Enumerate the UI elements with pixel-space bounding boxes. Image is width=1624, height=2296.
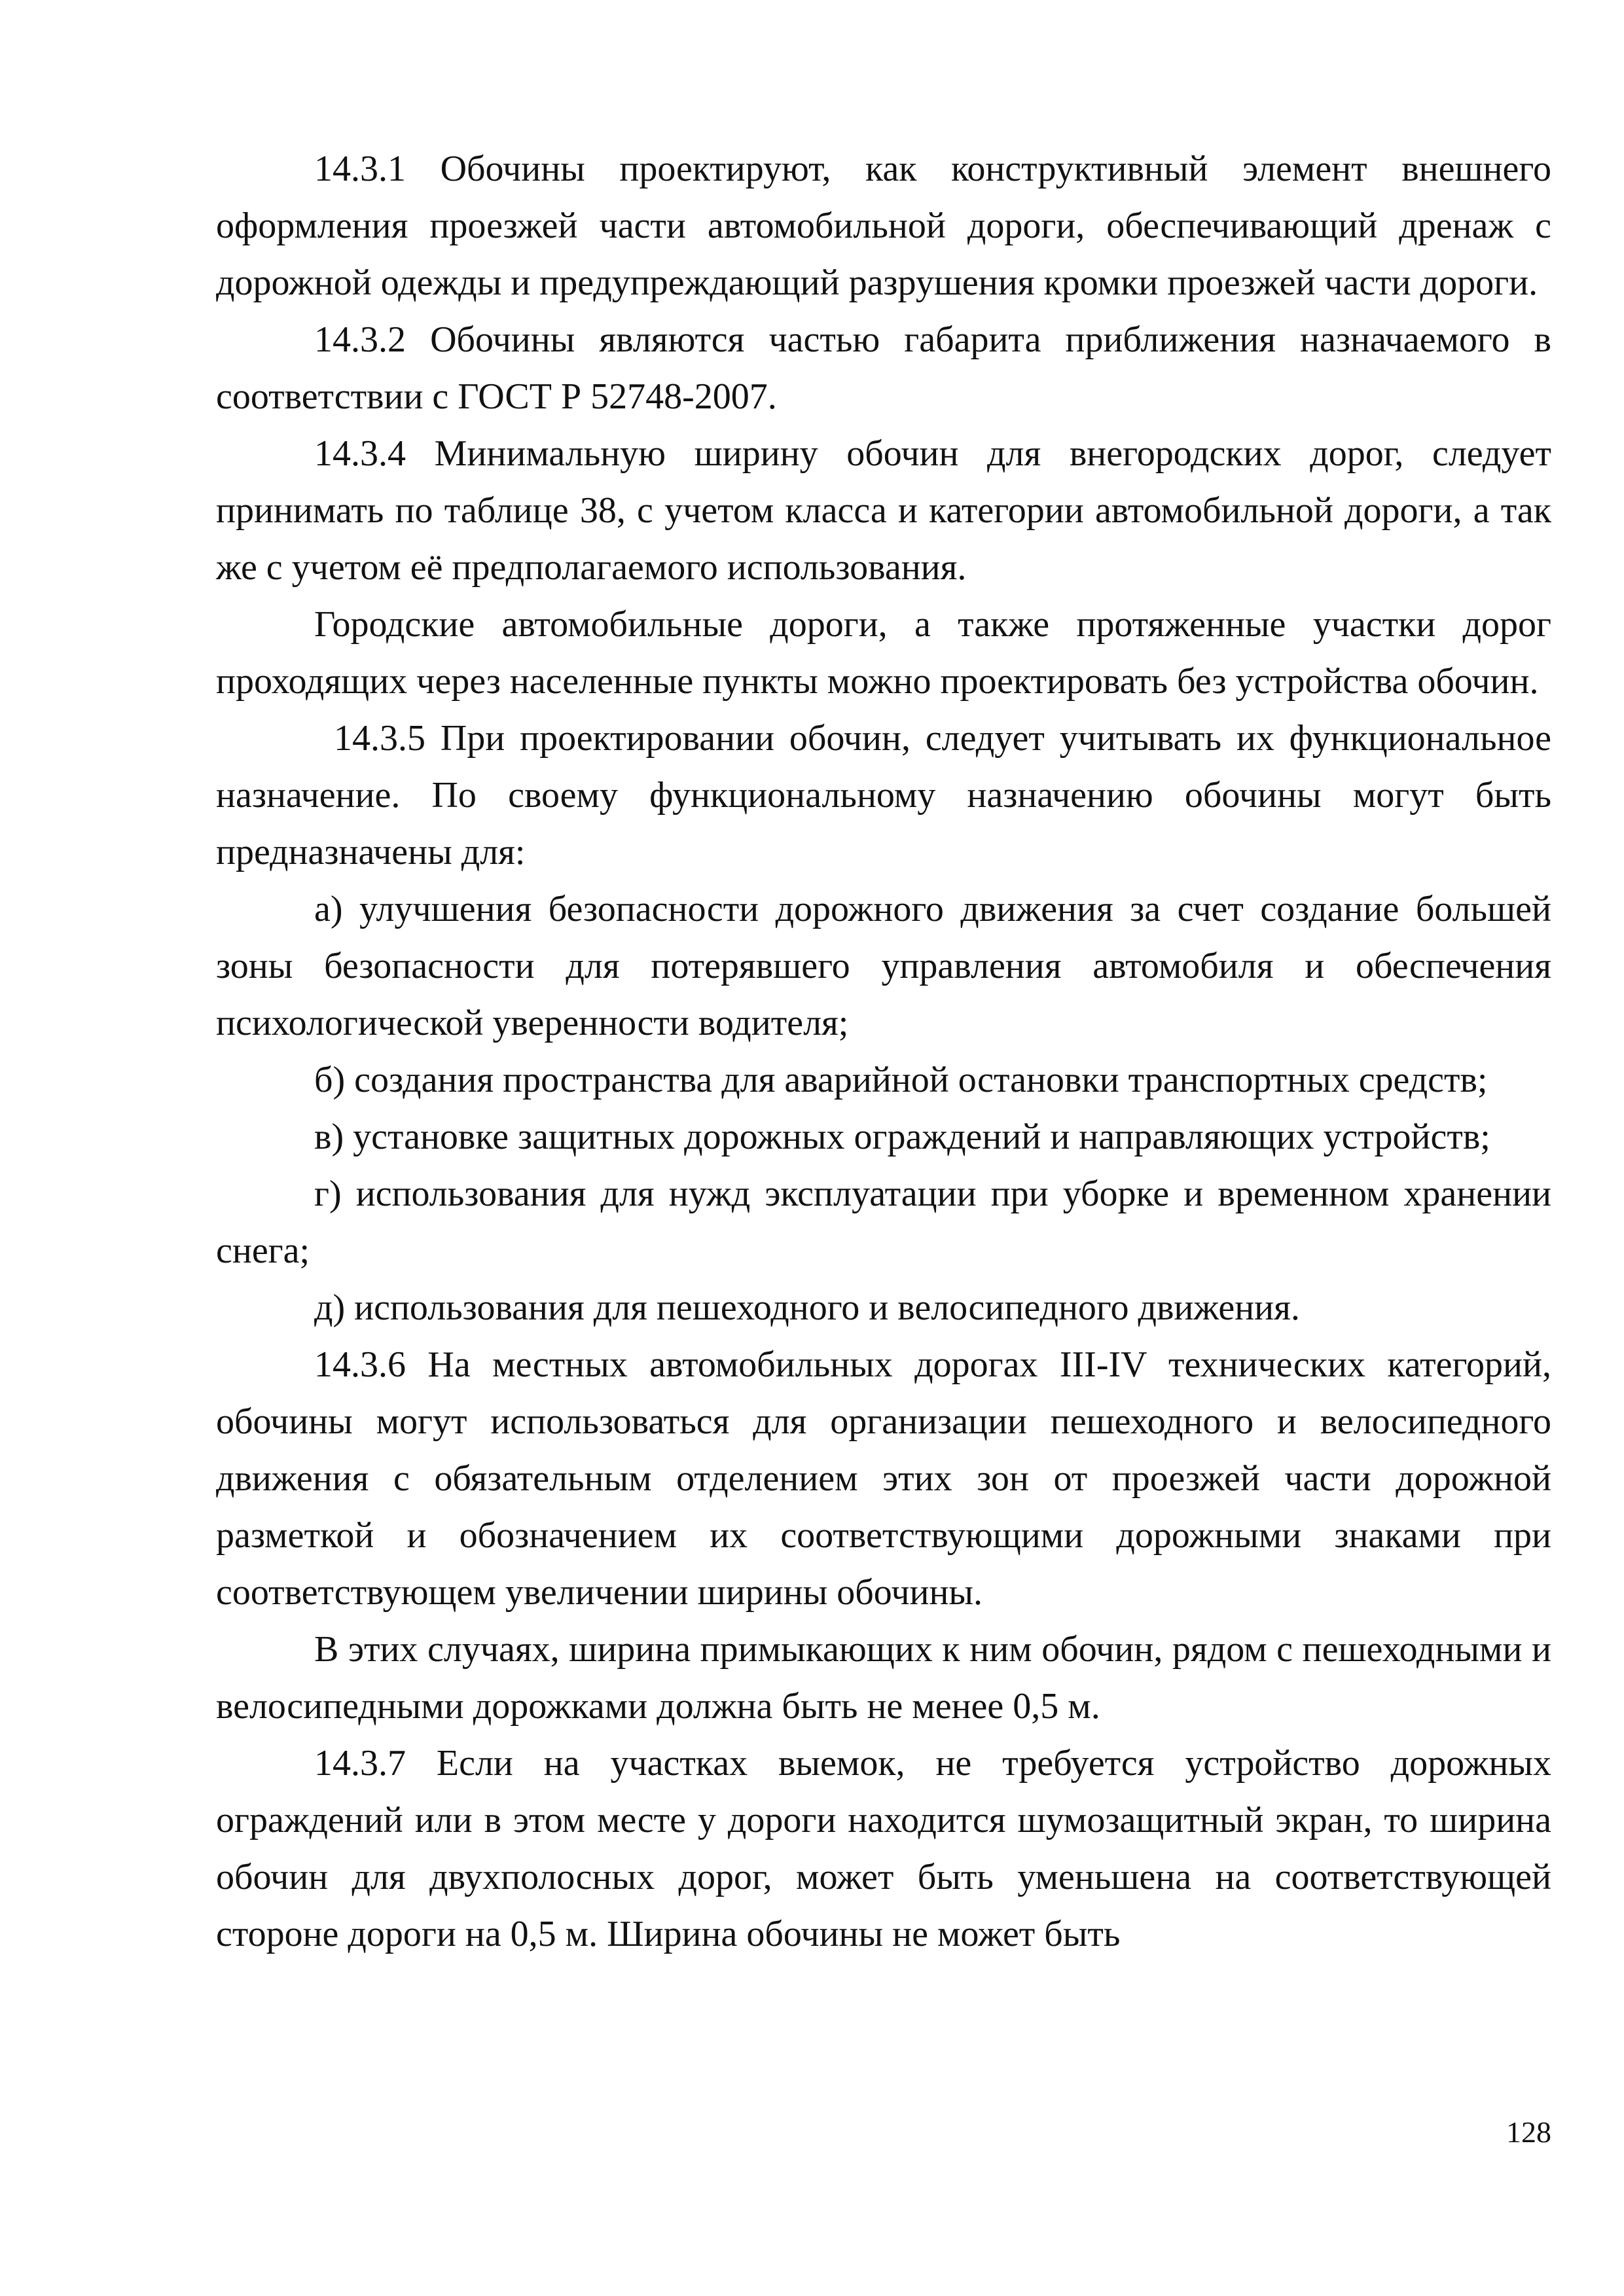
list-item-v: в) установке защитных дорожных ограждений и направляющих устройств; (314, 1117, 1490, 1157)
paragraph-14-3-6: 14.3.6 На местных автомобильных дорогах III-IV технических категорий, обочины могут использоваться для организации пешеходного и велосипедного движения с обязательным отделением этих зон от проезжей части дорожной разметкой и обозначением их соответствующими дорожными знаками при соответствующем увеличении ширины обочины. (216, 1344, 1551, 1613)
paragraph-these-cases: В этих случаях, ширина примыкающих к ним обочин, рядом с пешеходными и велосипедными дорожками должна быть не менее 0,5 м. (216, 1629, 1551, 1727)
paragraph-14-3-7: 14.3.7 Если на участках выемок, не требуется устройство дорожных ограждений или в этом месте у дороги находится шумозащитный экран, то ширина обочин для двухполосных дорог, может быть уменьшена на соответствующей стороне дороги на 0,5 м. Ширина обочины не может быть (216, 1743, 1551, 1954)
list-item-g: г) использования для нужд эксплуатации при уборке и временном хранении снега; (216, 1174, 1551, 1271)
list-item-a: а) улучшения безопасности дорожного движения за счет создание большей зоны безопасности для потерявшего управления автомобиля и обеспечения психологической уверенности водителя; (216, 889, 1551, 1043)
paragraph-14-3-1: 14.3.1 Обочины проектируют, как конструктивный элемент внешнего оформления проезжей части автомобильной дороги, обеспечивающий дренаж с дорожной одежды и предупреждающий разрушения кромки проезжей части дороги. (216, 149, 1551, 303)
page-number: 128 (1506, 2115, 1551, 2149)
paragraph-city-roads: Городские автомобильные дороги, а также протяженные участки дорог проходящих через населенные пункты можно проектировать без устройства обочин. (216, 604, 1551, 702)
paragraph-14-3-5: 14.3.5 При проектировании обочин, следует учитывать их функциональное назначение. По своему функциональному назначению обочины могут быть предназначены для: (216, 718, 1551, 872)
list-item-b: б) создания пространства для аварийной остановки транспортных средств; (314, 1060, 1488, 1100)
paragraph-14-3-4: 14.3.4 Минимальную ширину обочин для внегородских дорог, следует принимать по таблице 38, с учетом класса и категории автомобильной дороги, а так же с учетом её предполагаемого использования. (216, 433, 1551, 588)
document-body (216, 141, 1551, 1963)
list-item-d: д) использования для пешеходного и велосипедного движения. (314, 1287, 1300, 1328)
paragraph-14-3-2: 14.3.2 Обочины являются частью габарита приближения назначаемого в соответствии с ГОСТ Р 52748-2007. (216, 319, 1551, 417)
